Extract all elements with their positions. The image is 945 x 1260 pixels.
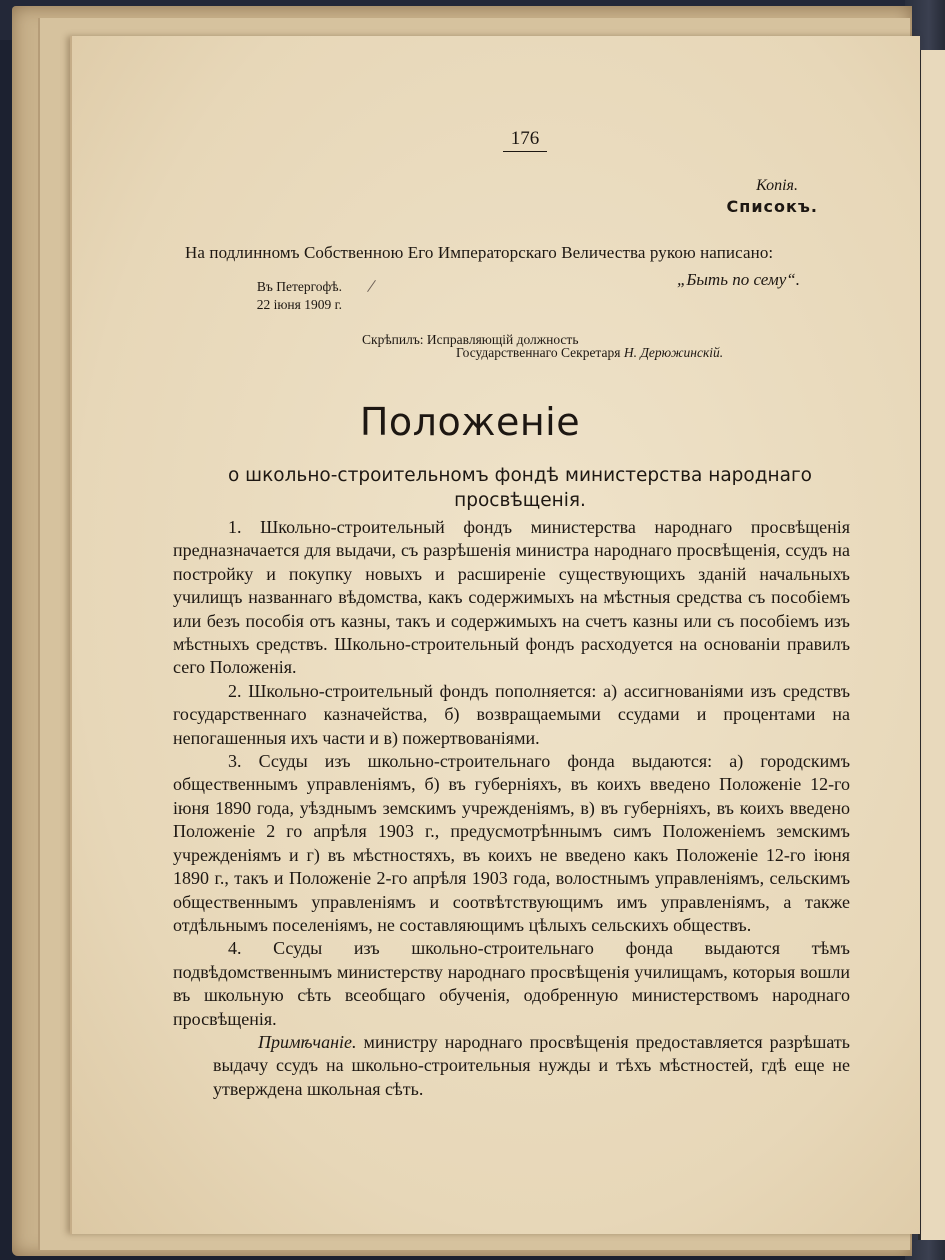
adjacent-page-edge [918,50,945,1240]
note-paragraph [173,1031,850,1101]
paragraph-4: 4. Ссуды изъ школьно-строительнаго фонда выдаются тѣмъ подвѣдомственнымъ министерству народнаго просвѣщенія училищамъ, которыя вошли въ школьную сѣть всеобщаго обученія, одобренную министерствомъ народнаго просвѣщенія. [173,938,850,1029]
paragraph-2: 2. Школьно-строительный фондъ пополняется: а) ассигнованіями изъ средствъ государственнаго казначейства, б) возвращаемыми ссудами и процентами на непогашенныя ихъ части и в) пожертвованіями. [173,680,850,748]
countersign-line-2 [456,345,723,361]
imperial-inscription: На подлинномъ Собственною Его Императорскаго Величества рукою написано: [185,243,774,262]
regulation-body [173,516,850,1101]
list-label: Списокъ. [726,197,818,216]
place: Въ Петергофѣ. [256,279,342,294]
note-text: министру народнаго просвѣщенія предоставляется разрѣшать выдачу ссудъ на школьно-строительныя нужды и тѣхъ мѣстностей, гдѣ еще не утверждена школьная сѣть. [213,1031,851,1099]
subtitle-line-2: просвѣщенія. [454,490,586,511]
countersign-signer: Н. Дерюжинскій. [623,345,724,360]
countersign-office: Государственнаго Секретаря [456,345,621,360]
date: 22 іюня 1909 г. [256,297,342,312]
place-date [222,278,342,314]
paragraph-1: 1. Школьно-строительный фондъ министерства народнаго просвѣщенія предназначается для выдачи, съ разрѣшенія министра народнаго просвѣщенія, ссудъ на постройку и покупку новыхъ и расширеніе существующихъ зданій начальныхъ училищъ названнаго вѣдомства, какъ содержимыхъ на мѣстныя средства съ пособіемъ или безъ пособія отъ казны, такъ и содержимыхъ на счетъ казны или съ пособіемъ изъ мѣстныхъ средствъ. Школьно-строительный фондъ расходуется на основаніи правилъ сего Положенія. [173,517,850,678]
document-subtitle [190,463,850,513]
countersign-line-1: Скрѣпилъ: Исправляющій должность [362,332,579,347]
document-title: Положеніе [359,400,581,444]
subtitle-line-1: о школьно-строительномъ фондѣ министерства народнаго [227,465,812,486]
copy-label: Копія. [756,177,798,194]
paragraph-3: 3. Ссуды изъ школьно-строительнаго фонда выдаются: а) городскимъ общественнымъ управленіямъ, б) въ губерніяхъ, въ коихъ введено Положеніе 12-го іюня 1890 года, уѣзднымъ земскимъ учрежденіямъ, в) въ губерніяхъ, въ коихъ введено Положеніе 2 го апрѣля 1903 г., предусмотрѣннымъ симъ Положеніемъ земскимъ учрежденіямъ и г) въ мѣстностяхъ, въ коихъ не введено какъ Положеніе 12-го іюня 1890 г., такъ и Положеніе 2-го апрѣля 1903 года, волостнымъ управленіямъ, сельскимъ общественнымъ управленіямъ и соотвѣтствующимъ имъ управленіямъ, а также отдѣльнымъ поселеніямъ, не составляющимъ цѣлыхъ сельскихъ обществъ. [173,751,850,935]
note-label: Примѣчаніе. [258,1031,357,1052]
page-number: 176 [503,128,547,152]
imperial-resolution: „Быть по сему“. [676,270,800,289]
